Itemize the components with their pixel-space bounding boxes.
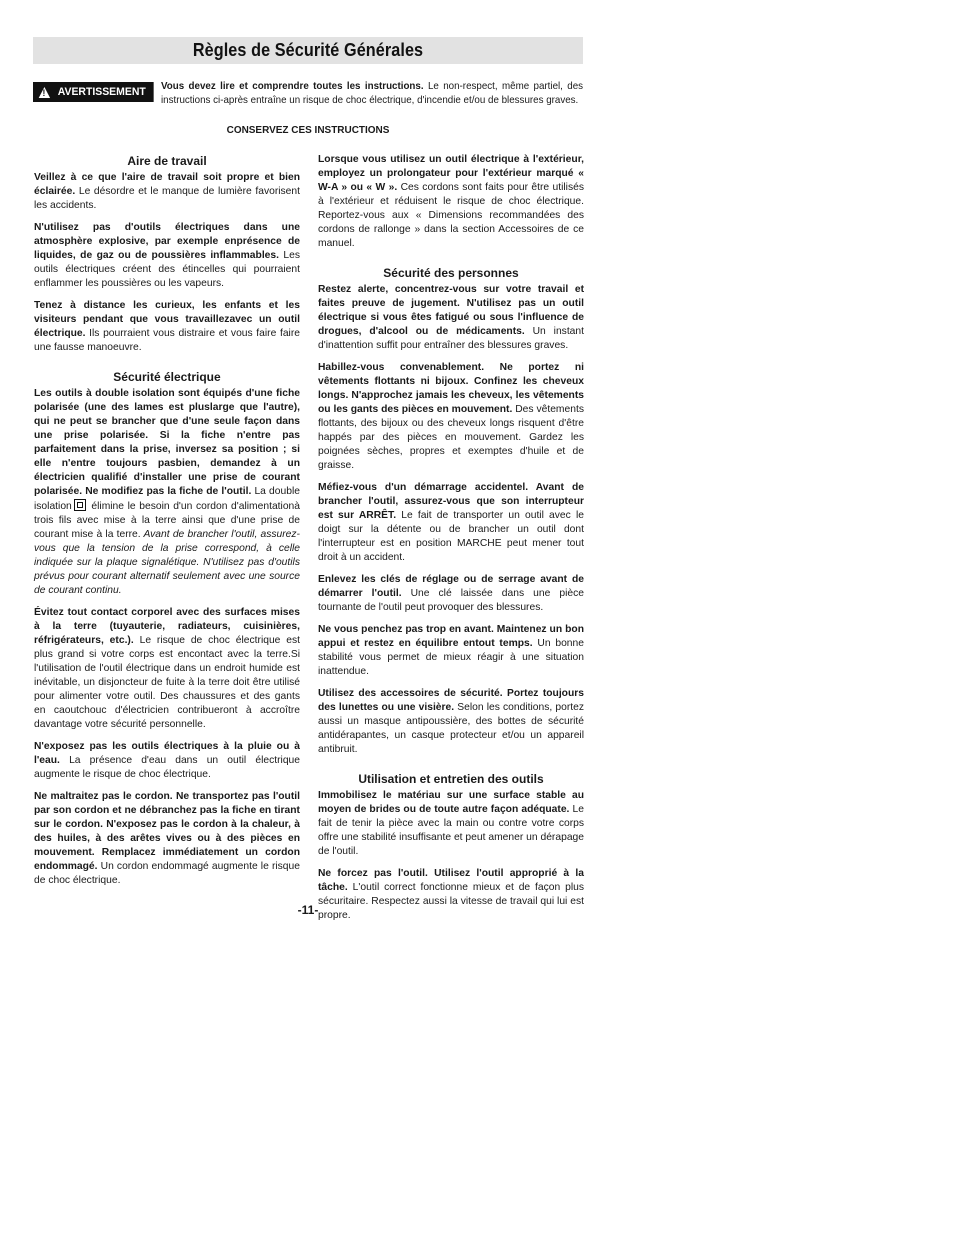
paragraph-text: Un bonne stabilité vous permet de mieux réagir à une situation inattendue.: [318, 638, 584, 677]
section-title-personnes: Sécurité des personnes: [383, 266, 519, 280]
paragraph-bold: Tenez à distance les curieux, les enfants et les visiteurs pendant que vous travaillezavec un outil électrique.: [34, 300, 300, 339]
paragraph: [34, 790, 300, 888]
paragraph-bold: Enlevez les clés de réglage ou de serrage avant de démarrer l'outil.: [318, 574, 584, 599]
paragraph: [34, 387, 300, 598]
paragraph-text: Le risque de choc électrique est plus grand si votre corps est encontact avec la terre.Si l'utilisation de l'outil électrique dans un endroit humide est inévitable, un disjoncteur de fuite à la terre doit être utilisé pour alimenter votre outil. Des chaussures et des gants en caoutchouc d'électricien contribueront à accroître davantage votre sécurité personnelle.: [34, 635, 301, 730]
paragraph-text: Une clé laissée dans une pièce tournante de l'outil peut provoquer des blessures.: [318, 588, 584, 613]
paragraph-bold: N'exposez pas les outils électriques à la pluie ou à l'eau.: [34, 741, 300, 766]
paragraph-bold: Ne maltraitez pas le cordon. Ne transportez pas l'outil par son cordon et ne débranchez pas la fiche en tirant sur le cordon. N'exposez pas le cordon à la chaleur, à des huiles, à des arêtes vives ou à des pièces en mouvement. Remplacez immédiatement un cordon endommagé.: [34, 791, 300, 872]
title-banner: [33, 37, 583, 64]
paragraph-bold: Méfiez-vous d'un démarrage accidentel. Avant de brancher l'outil, assurez-vous que son interrupteur est sur ARRÊT.: [318, 482, 584, 521]
paragraph: [34, 221, 300, 291]
paragraph-text: Les outils électriques créent des étincelles qui pourraient enflammer les poussières ou les vapeurs.: [34, 250, 301, 289]
paragraph-bold: Habillez-vous convenablement. Ne portez ni vêtements flottants ni bijoux. Confinez les cheveux longs. N'approchez jamais les cheveux, les vêtements ou les gants des pièces en mouvement.: [318, 362, 584, 415]
warning-block: [33, 80, 583, 108]
paragraph-bold: Ne forcez pas l'outil. Utilisez l'outil approprié à la tâche.: [318, 868, 584, 893]
warning-bold-text: Vous devez lire et comprendre toutes les instructions.: [160, 81, 424, 92]
paragraph-bold: Restez alerte, concentrez-vous sur votre travail et faites preuve de jugement. N'utilisez pas un outil électrique si vous êtes fatigué ou sous l'influence de drogues, d'alcool ou de médicaments.: [318, 284, 584, 337]
paragraph: [318, 789, 584, 859]
paragraph: [318, 283, 584, 353]
paragraph-text: La double isolation: [34, 486, 300, 512]
exclamation-icon: !: [42, 87, 46, 98]
paragraph: [34, 740, 300, 782]
paragraph: [318, 361, 584, 473]
right-column: [318, 153, 584, 931]
paragraph-text: Un cordon endommagé augmente le risque de choc électrique.: [34, 861, 300, 886]
page-number: -11-: [297, 903, 319, 917]
paragraph-bold: Évitez tout contact corporel avec des surfaces mises à la terre (tuyauterie, radiateurs, cuisinières, réfrigérateurs, etc.).: [34, 607, 300, 646]
page-title: Règles de Sécurité Générales: [192, 40, 424, 60]
paragraph-text: Selon les conditions, portez aussi un masque antipoussière, des bottes de sécurité antidérapantes, un casque protecteur et/ou un appareil antibruit.: [318, 702, 584, 755]
left-column: [34, 153, 300, 896]
paragraph-italic: Avant de brancher l'outil, assurez-vous que la tension de la prise correspond, à celle indiquée sur la plaque signalétique. N'utilisez pas d'outils prévus pour courant alternatif seulement avec une source de courant continu.: [34, 529, 300, 596]
paragraph-bold: Utilisez des accessoires de sécurité. Portez toujours des lunettes ou une visière.: [318, 688, 584, 713]
paragraph-bold: Lorsque vous utilisez un outil électrique à l'extérieur, employez un prolongateur pour l'extérieur marqué « W-A » ou « W ».: [318, 154, 584, 193]
paragraph-text: élimine le besoin d'un cordon d'alimentationà trois fils avec mise à la terre ainsi que d'une prise de courant mise à la terre.: [34, 501, 300, 540]
paragraph-bold: Veillez à ce que l'aire de travail soit propre et bien éclairée.: [34, 172, 300, 197]
warning-triangle-icon: [39, 87, 50, 98]
paragraph: [34, 606, 300, 732]
paragraph-text: Ils pourraient vous distraire et vous faire faire une fausse manoeuvre.: [34, 328, 300, 353]
double-insulation-icon: [74, 499, 86, 511]
paragraph-text: Le fait de transporter un outil avec le doigt sur la détente ou de brancher un outil dont l'interrupteur est en position MARCHE peut mener tout droit à un accident.: [318, 510, 584, 563]
paragraph: [318, 687, 584, 757]
paragraph-bold: Les outils à double isolation sont équipés d'une fiche polarisée (une des lames est pluslarge que l'autre), qui ne peut se brancher que d'une seule façon dans une prise polarisée. Si la fiche n'entre pas parfaitement dans la prise, inversez sa position ; si elle n'entre toujours pasbien, demandez à un électricien qualifié d'installer une prise de courant polarisée. Ne modifiez pas la fiche de l'outil.: [34, 388, 300, 497]
paragraph-bold: N'utilisez pas d'outils électriques dans une atmosphère explosive, par exemple enprésence de liquides, de gaz ou de poussières inflammables.: [34, 222, 300, 261]
paragraph: [318, 573, 584, 615]
conservez-heading: CONSERVEZ CES INSTRUCTIONS: [226, 124, 390, 136]
paragraph: [318, 153, 584, 251]
paragraph-text: Ces cordons sont faits pour être utilisés à l'extérieur et réduisent le risque de choc électrique. Reportez-vous aux « Dimensions recommandées des cordons de rallonge » dans la section Accessoires de ce manuel.: [318, 182, 584, 249]
paragraph: [34, 299, 300, 355]
paragraph-text: L'outil correct fonctionne mieux et de façon plus sécuritaire. Respectez aussi la vitesse de travail qui lui est propre.: [318, 882, 584, 921]
paragraph-text: La présence d'eau dans un outil électrique augmente le risque de choc électrique.: [34, 755, 300, 780]
paragraph-text: Des vêtements flottants, des bijoux ou des cheveux longs risquent d'être happés par des pièces en mouvement. Gardez les poignées sèches, propres et exemptes d'huile et de graisse.: [318, 404, 584, 471]
paragraph-text: Le désordre et le manque de lumière favorisent les accidents.: [34, 186, 300, 211]
paragraph-text: Le fait de tenir la pièce avec la main ou contre votre corps offre une stabilité insuffisante et peut amener un dérapage de l'outil.: [318, 804, 584, 857]
paragraph-bold: Immobilisez le matériau sur une surface stable au moyen de brides ou de toute autre façon adéquate.: [318, 790, 584, 815]
paragraph: [318, 623, 584, 679]
paragraph: [34, 171, 300, 213]
section-title-utilisation: Utilisation et entretien des outils: [358, 772, 544, 786]
paragraph-bold: Ne vous penchez pas trop en avant. Maintenez un bon appui et restez en équilibre entout temps.: [318, 624, 584, 649]
paragraph-text: Un instant d'inattention suffit pour entraîner des blessures graves.: [318, 326, 584, 351]
warning-text: Le non-respect, même partiel, des instructions ci-après entraîne un risque de choc électrique, d'incendie et/ou de blessures graves.: [160, 81, 584, 106]
paragraph: [318, 481, 584, 565]
warning-badge: [33, 82, 153, 102]
section-title-aire: Aire de travail: [127, 154, 207, 168]
section-title-electrique: Sécurité électrique: [113, 370, 221, 384]
warning-badge-label: AVERTISSEMENT: [57, 86, 146, 98]
